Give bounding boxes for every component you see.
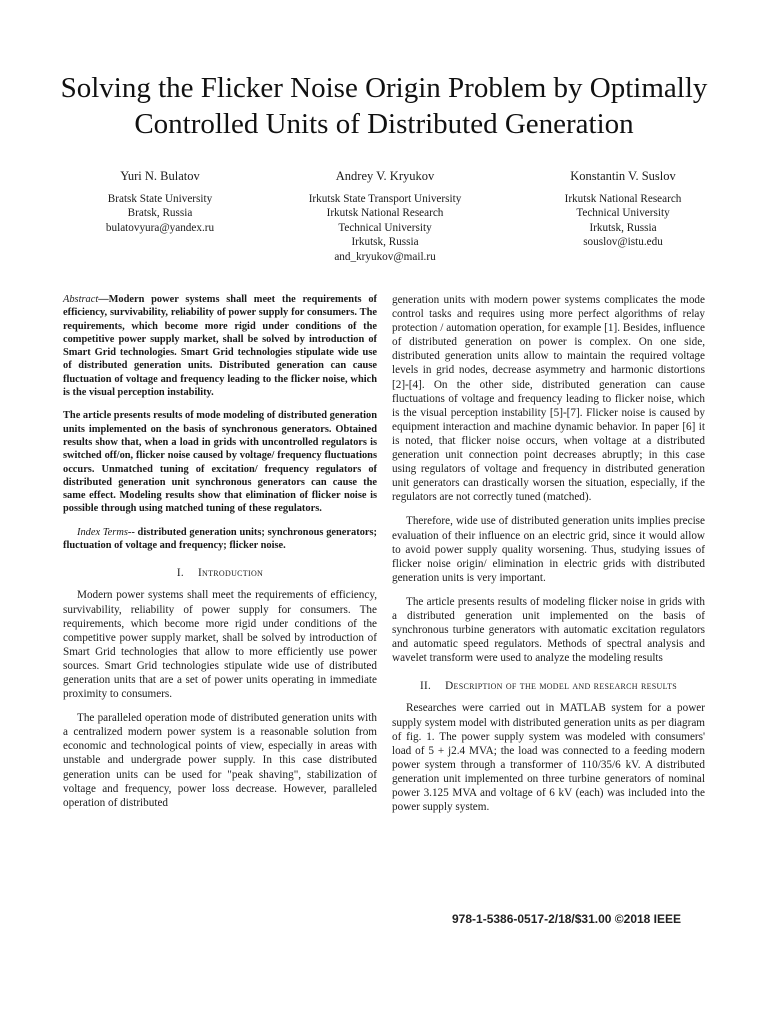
- author-name: Yuri N. Bulatov: [120, 169, 200, 183]
- index-terms-text: -- distributed generation units; synchronous generators; fluctuation of voltage and frequency; flicker noise.: [63, 526, 378, 552]
- author-email: and_kryukov@mail.ru: [334, 250, 436, 263]
- abstract-label: Abstract: [63, 294, 99, 305]
- abstract-paragraph-2: The article presents results of mode modeling of distributed generation units implemented on the basis of synchronous generators. Obtained results show that, when a load in grids with uncontrolled regulators is switched off/on, flicker noise caused by voltage/ frequency fluctuations occurs. Unmatched tuning of excitation/ frequency regulators of distributed generation unit synchronous generators can cause the same effect. Modeling results show that elimination of flicker noise is possible through using matched tuning of these regulators.: [63, 410, 377, 515]
- author-affiliation: Irkutsk National Research: [564, 192, 682, 205]
- section-heading-1: I. Introduction: [176, 567, 264, 580]
- body-paragraph: generation units with modern power systems complicates the mode control tasks and requires using more perfect algorithms of relay protection / automation operation, for example [1]. Besides, influence of distributed generation on power is complex. On one side, distributed generation units allow to maintain the required voltage levels in grid nodes, decrease asymmetry and harmonic distortions [2]-[4]. On the other side, distributed generation can cause fluctuations of voltage and frequency leading to flicker noise, which is the visual perception instability [5]-[7]. Flicker noise is caused by equipment interaction and machine dynamic behavior. In paper [6] it is noted, that flicker noise occurs, when voltage at a distributed generation unit connection point decreases abruptly; in this case using regulators of voltage and frequency in distributed generation unit generators can drastically worsen the situation, especially, if the regulators are not correctly tuned (matched).: [392, 294, 705, 504]
- abstract: [63, 293, 377, 399]
- copyright-footer: 978-1-5386-0517-2/18/$31.00 ©2018 IEEE: [452, 912, 682, 926]
- author-location: Bratsk, Russia: [127, 207, 193, 220]
- intro-paragraph-2: The paralleled operation mode of distributed generation units with a centralized modern power system is a reasonable solution from economic and technological points of view, especially in areas with unstable and undergrade power supply. In this case distributed generation units can be used for "peak shaving", stabilization of voltage and frequency, power loss decrease. However, paralleled operation of distributed: [63, 712, 377, 809]
- index-terms-label: Index Terms: [77, 526, 128, 538]
- paper-title: [30, 70, 738, 142]
- body-paragraph: Therefore, wide use of distributed generation units implies precise evaluation of their influence on an electric grid, since it would allow to avoid power supply quality worsening. Thus, studying issues of flicker noise origin/ elimination in electric grids with distributed generation units is very important.: [392, 515, 705, 584]
- author-name: Konstantin V. Suslov: [570, 169, 676, 183]
- section-heading-2: II. Description of the model and research results: [419, 680, 678, 693]
- author-affiliation: Bratsk State University: [107, 192, 213, 205]
- index-terms: [63, 526, 377, 553]
- author-block-2: [280, 169, 490, 265]
- left-column: [63, 293, 377, 810]
- author-name: Andrey V. Kryukov: [335, 169, 435, 183]
- author-location: Irkutsk, Russia: [351, 236, 419, 249]
- body-paragraph: Researches were carried out in MATLAB system for a power supply system model with distributed generation units as per diagram of fig. 1. The power supply system was modeled with consumers' load of 5 + j2.4 MVA; the load was connected to a feeding modern power system through a transformer of 110/35/6 kV. A distributed generation unit implemented on three turbine generators of nominal power 3.125 MVA and voltage of 6 kV (each) was included into the power supply system.: [392, 702, 705, 814]
- author-email: souslov@istu.edu: [583, 236, 663, 249]
- body-paragraph: The article presents results of modeling flicker noise in grids with a distributed generation unit implemented on the basis of synchronous turbine generators with automatic excitation regulators and automatic speed regulators. Methods of spectral analysis and wavelet transform were used to analyze the modeling results: [392, 595, 705, 665]
- title-line-1: Solving the Flicker Noise Origin Problem by Optimally: [60, 72, 708, 104]
- author-block-3: [528, 169, 718, 250]
- author-affiliation: Technical University: [338, 221, 432, 234]
- author-affiliation: Technical University: [576, 207, 670, 220]
- author-location: Irkutsk, Russia: [589, 221, 657, 234]
- author-block-1: [60, 169, 260, 235]
- author-affiliation: Irkutsk State Transport University: [308, 192, 462, 205]
- author-email: bulatovyura@yandex.ru: [105, 221, 215, 234]
- title-line-2: Controlled Units of Distributed Generation: [134, 108, 634, 140]
- right-column: [392, 293, 705, 814]
- intro-paragraph-1: Modern power systems shall meet the requirements of efficiency, survivability, reliability of power supply for consumers. The requirements, which become more rigid under conditions of the competitive power supply market, shall be solved by introduction of Smart Grid technologies that allow to more efficiently use power sources. Smart Grid technologies stipulate wide use of distributed generation units that are a set of power units operating in immediate proximity to consumers.: [63, 589, 377, 701]
- abstract-text: —Modern power systems shall meet the requirements of efficiency, survivability, reliability of power supply for consumers. The requirements, which become more rigid under conditions of the competitive power supply market, shall be solved by introduction of Smart Grid technologies. Smart Grid technologies stipulate wide use of distributed generation units. Distributed generation can cause fluctuation of voltage and frequency leading to the flicker noise, which is the visual perception instability.: [63, 294, 377, 399]
- author-affiliation: Irkutsk National Research: [326, 207, 444, 220]
